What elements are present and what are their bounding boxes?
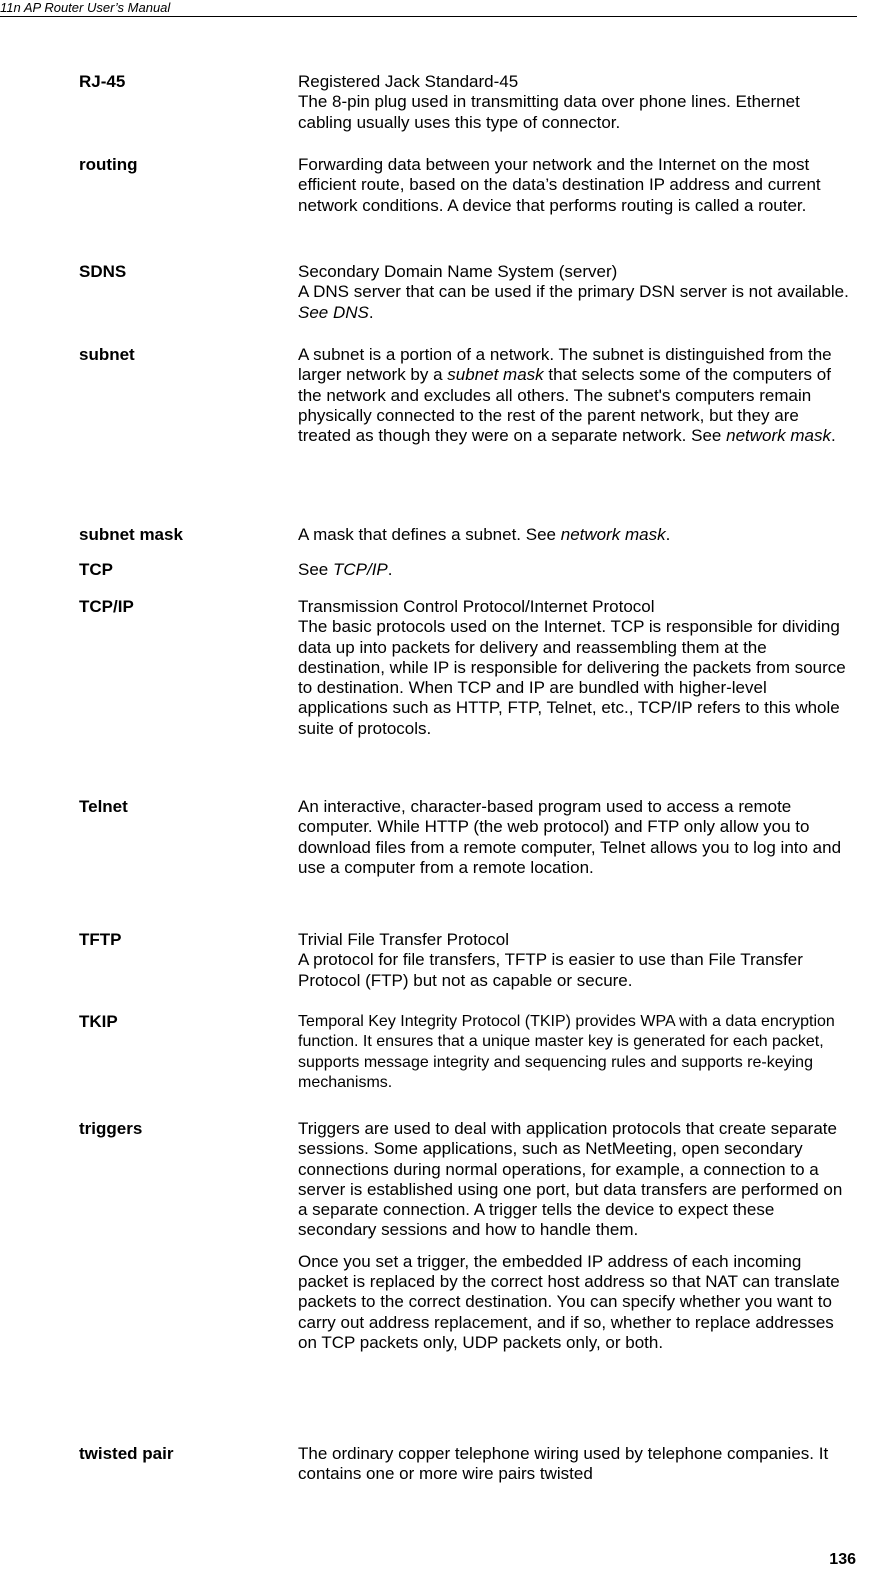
glossary-term: twisted pair (79, 1444, 174, 1463)
definition-paragraph (298, 1119, 856, 1241)
definition-text: The basic protocols used on the Internet. TCP is responsible for dividing data up into packets for delivery and reassembling them at the destination, while IP is responsible for delivering the packets from source to destination. When TCP and IP are bundled with higher-level applications such as HTTP, FTP, Telnet, etc., TCP/IP refers to this whole suite of protocols. (298, 617, 846, 738)
definition-text: A protocol for file transfers, TFTP is easier to use than File Transfer Protocol (FTP) but not as capable or secure. (298, 950, 803, 990)
definition-text: The ordinary copper telephone wiring used by telephone companies. It contains one or more wire pairs twisted (298, 1444, 829, 1484)
definition-text: A subnet is a portion of a network. The subnet is distinguished from the larger network by a (298, 345, 832, 385)
definition-text: Secondary Domain Name System (server) (298, 262, 618, 281)
glossary-term: Telnet (79, 797, 128, 816)
definition-text: . (368, 302, 374, 322)
page-header (0, 0, 857, 17)
glossary-definition (298, 560, 856, 580)
definition-text: See (298, 560, 333, 579)
definition-paragraph (298, 345, 856, 446)
cross-reference: network mask (560, 525, 666, 544)
definition-paragraph (298, 262, 856, 282)
glossary-definition (298, 930, 856, 991)
glossary-definition (298, 525, 856, 545)
cross-reference: See DNS (298, 302, 369, 322)
glossary-term: RJ-45 (79, 72, 126, 91)
definition-text: Trivial File Transfer Protocol (298, 930, 509, 949)
definition-paragraph (298, 155, 856, 216)
page-number: 136 (829, 1551, 856, 1568)
glossary-term: SDNS (79, 262, 127, 281)
definition-paragraph (298, 950, 856, 991)
definition-paragraph (298, 92, 856, 133)
definition-text: Registered Jack Standard-45 (298, 72, 519, 91)
definition-paragraph (298, 1444, 856, 1485)
definition-paragraph (298, 797, 856, 878)
definition-paragraph (298, 597, 856, 617)
glossary-definition (298, 72, 856, 133)
definition-text: Triggers are used to deal with application protocols that create separate sessions. Some applications, such as NetMeeting, open secondary connections during normal operations, for example, a connection to a server is established using one port, but data transfers are performed on a separate connection. A trigger tells the device to expect these secondary sessions and how to handle them. (298, 1119, 843, 1240)
cross-reference: network mask (726, 426, 831, 446)
glossary-definition (298, 1119, 856, 1353)
glossary-definition (298, 597, 856, 739)
definition-paragraph (298, 560, 856, 580)
definition-text: An interactive, character-based program used to access a remote computer. While HTTP (the web protocol) and FTP only allow you to download files from a remote computer, Telnet allows you to log into and use a computer from a remote location. (298, 797, 842, 877)
glossary-definition (298, 262, 856, 323)
definition-text: . (387, 560, 393, 579)
definition-text: Temporal Key Integrity Protocol (TKIP) provides WPA with a data encryption function. It ensures that a unique master key is generated for each packet, supports message integrity and sequencing rules and supports re-keying mechanisms. (298, 1013, 835, 1091)
cross-reference: subnet mask (447, 365, 544, 385)
definition-text: Transmission Control Protocol/Internet Protocol (298, 597, 655, 616)
definition-paragraph (298, 1012, 856, 1093)
glossary-definition (298, 797, 856, 878)
definition-text: that selects some of the computers of the network and excludes all others. The subnet's computers remain physically connected to the rest of the parent network, but they are treated as though they were on a separate network. See (298, 365, 831, 446)
definition-text: A DNS server that can be used if the primary DSN server is not available. (298, 282, 849, 302)
manual-title: 11n AP Router User’s Manual (0, 0, 171, 15)
glossary-definition (298, 345, 856, 446)
definition-text: . (665, 525, 671, 544)
glossary-term: subnet (79, 345, 135, 364)
glossary-term: TKIP (79, 1012, 118, 1031)
definition-paragraph (298, 282, 856, 323)
glossary-term: routing (79, 155, 138, 174)
glossary-term: TCP (79, 560, 113, 579)
definition-paragraph (298, 617, 856, 739)
definition-paragraph (298, 72, 856, 92)
cross-reference: TCP/IP (332, 560, 388, 579)
definition-text: Forwarding data between your network and the Internet on the most efficient route, based on the data’s destination IP address and current network conditions. A device that performs routing is called a router. (298, 155, 821, 215)
definition-text: The 8-pin plug used in transmitting data over phone lines. Ethernet cabling usually uses this type of connector. (298, 92, 800, 132)
definition-paragraph (298, 1252, 856, 1353)
definition-paragraph (298, 930, 856, 950)
glossary-definition (298, 1444, 856, 1485)
definition-text: Once you set a trigger, the embedded IP address of each incoming packet is replaced by the correct host address so that NAT can translate packets to the correct destination. You can specify whether you want to carry out address replacement, and if so, whether to replace addresses on TCP packets only, UDP packets only, or both. (298, 1251, 840, 1352)
definition-paragraph (298, 525, 856, 545)
glossary-term: TFTP (79, 930, 122, 949)
glossary-definition (298, 155, 856, 216)
glossary-term: TCP/IP (79, 597, 134, 616)
definition-text: A mask that defines a subnet. See (298, 525, 561, 544)
glossary-term: triggers (79, 1119, 143, 1138)
definition-text: . (830, 426, 836, 446)
glossary-term: subnet mask (79, 525, 183, 544)
glossary-definition (298, 1012, 856, 1093)
